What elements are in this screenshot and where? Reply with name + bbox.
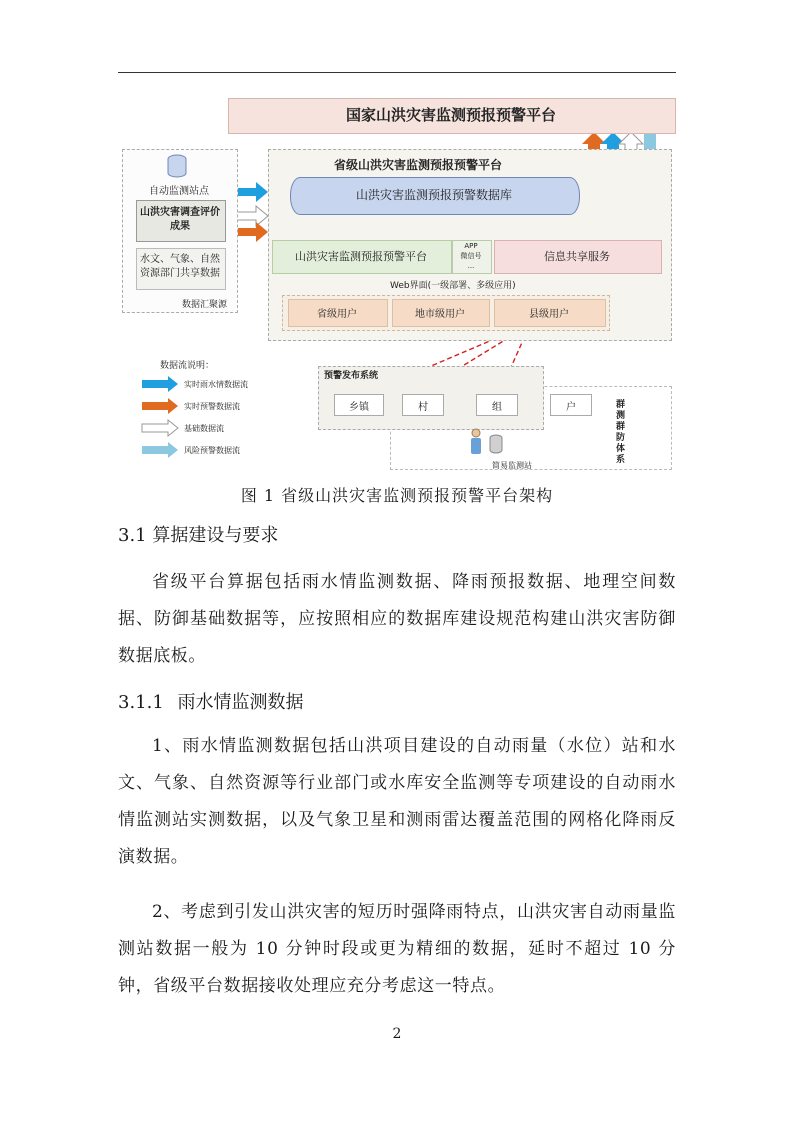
architecture-diagram — [118, 92, 676, 476]
app-channel-list — [452, 241, 490, 271]
person-station-icon — [466, 428, 508, 460]
section-number: 3.1.1 — [118, 692, 164, 713]
wechat-item: 微信号 — [460, 252, 482, 260]
data-source-caption: 数据汇聚源 — [182, 300, 228, 310]
mass-char: 防 — [616, 433, 626, 443]
legend-item: 基础数据流 — [184, 424, 224, 433]
legend-arrows — [140, 376, 182, 466]
warning-platform-label: 山洪灾害监测预报预警平台 — [295, 250, 427, 263]
simple-station-label: 简易监测站 — [492, 461, 532, 470]
section-heading-3-1-1 — [118, 688, 304, 714]
figure-caption: 图 1 省级山洪灾害监测预报预警平台架构 — [240, 486, 554, 505]
provincial-platform-title: 省级山洪灾害监测预报预警平台 — [333, 158, 502, 172]
node-household-label: 户 — [566, 402, 576, 413]
app-item: APP — [464, 242, 478, 250]
mass-defense-label — [616, 400, 628, 466]
database-icon — [166, 154, 188, 178]
more-item: ... — [467, 262, 475, 270]
county-user-label: 县级用户 — [529, 309, 569, 320]
share-service-label: 信息共享服务 — [544, 250, 610, 263]
node-village-label: 村 — [418, 402, 428, 413]
shared-line-1: 水文、气象、自然 — [140, 254, 220, 265]
national-platform-title: 国家山洪灾害监测预报预警平台 — [345, 106, 556, 124]
mass-char: 系 — [616, 455, 626, 465]
header-rule — [118, 72, 676, 73]
node-township-label: 乡镇 — [349, 402, 369, 413]
shared-line-2: 资源部门共享数据 — [140, 268, 220, 279]
city-user-label: 地市级用户 — [415, 309, 465, 320]
legend-item: 实时预警数据流 — [184, 402, 240, 411]
legend-title: 数据流说明： — [160, 361, 215, 371]
paragraph-1: 1、雨水情监测数据包括山洪项目建设的自动雨量（水位）站和水文、气象、自然资源等行业部门或水库安全监测等专项建设的自动雨水情监测站实测数据，以及气象卫星和测雨雷达覆盖范围的网格化降雨反演数据。 — [118, 736, 676, 867]
mass-char: 测 — [616, 411, 626, 421]
mass-char: 群 — [616, 400, 626, 410]
survey-result-label — [136, 206, 224, 234]
survey-line-2: 成果 — [170, 221, 190, 232]
section-title: 雨水情监测数据 — [177, 692, 304, 713]
paragraph-2: 2、考虑到引发山洪灾害的短历时强降雨特点，山洪灾害自动雨量监测站数据一般为 10 分钟时段或更为精细的数据，延时不超过 10 分钟，省级平台数据接收处理应充分考虑这一特点。 — [118, 902, 676, 996]
source-arrows — [236, 182, 268, 242]
legend-item: 风险预警数据流 — [184, 446, 240, 455]
provincial-user-label: 省级用户 — [317, 309, 357, 320]
page-number: 2 — [392, 1026, 402, 1042]
paragraph-3-1: 省级平台算据包括雨水情监测数据、降雨预报数据、地理空间数据、防御基础数据等，应按照相应的数据库建设规范构建山洪灾害防御数据底板。 — [118, 572, 676, 666]
survey-line-1: 山洪灾害调查评价 — [140, 207, 220, 218]
mass-char: 体 — [616, 444, 626, 454]
web-interface-label: Web界面(一级部署、多级应用) — [390, 281, 516, 291]
release-system-title: 预警发布系统 — [324, 371, 379, 381]
shared-data-label — [136, 253, 224, 281]
section-heading-3-1: 3.1 算据建设与要求 — [118, 525, 279, 546]
auto-station-label: 自动监测站点 — [149, 186, 209, 197]
node-group-label: 组 — [492, 402, 502, 413]
mass-char: 群 — [616, 422, 626, 432]
legend-item: 实时雨水情数据流 — [184, 380, 248, 389]
database-label: 山洪灾害监测预报预警数据库 — [355, 188, 512, 202]
legend — [122, 358, 306, 472]
